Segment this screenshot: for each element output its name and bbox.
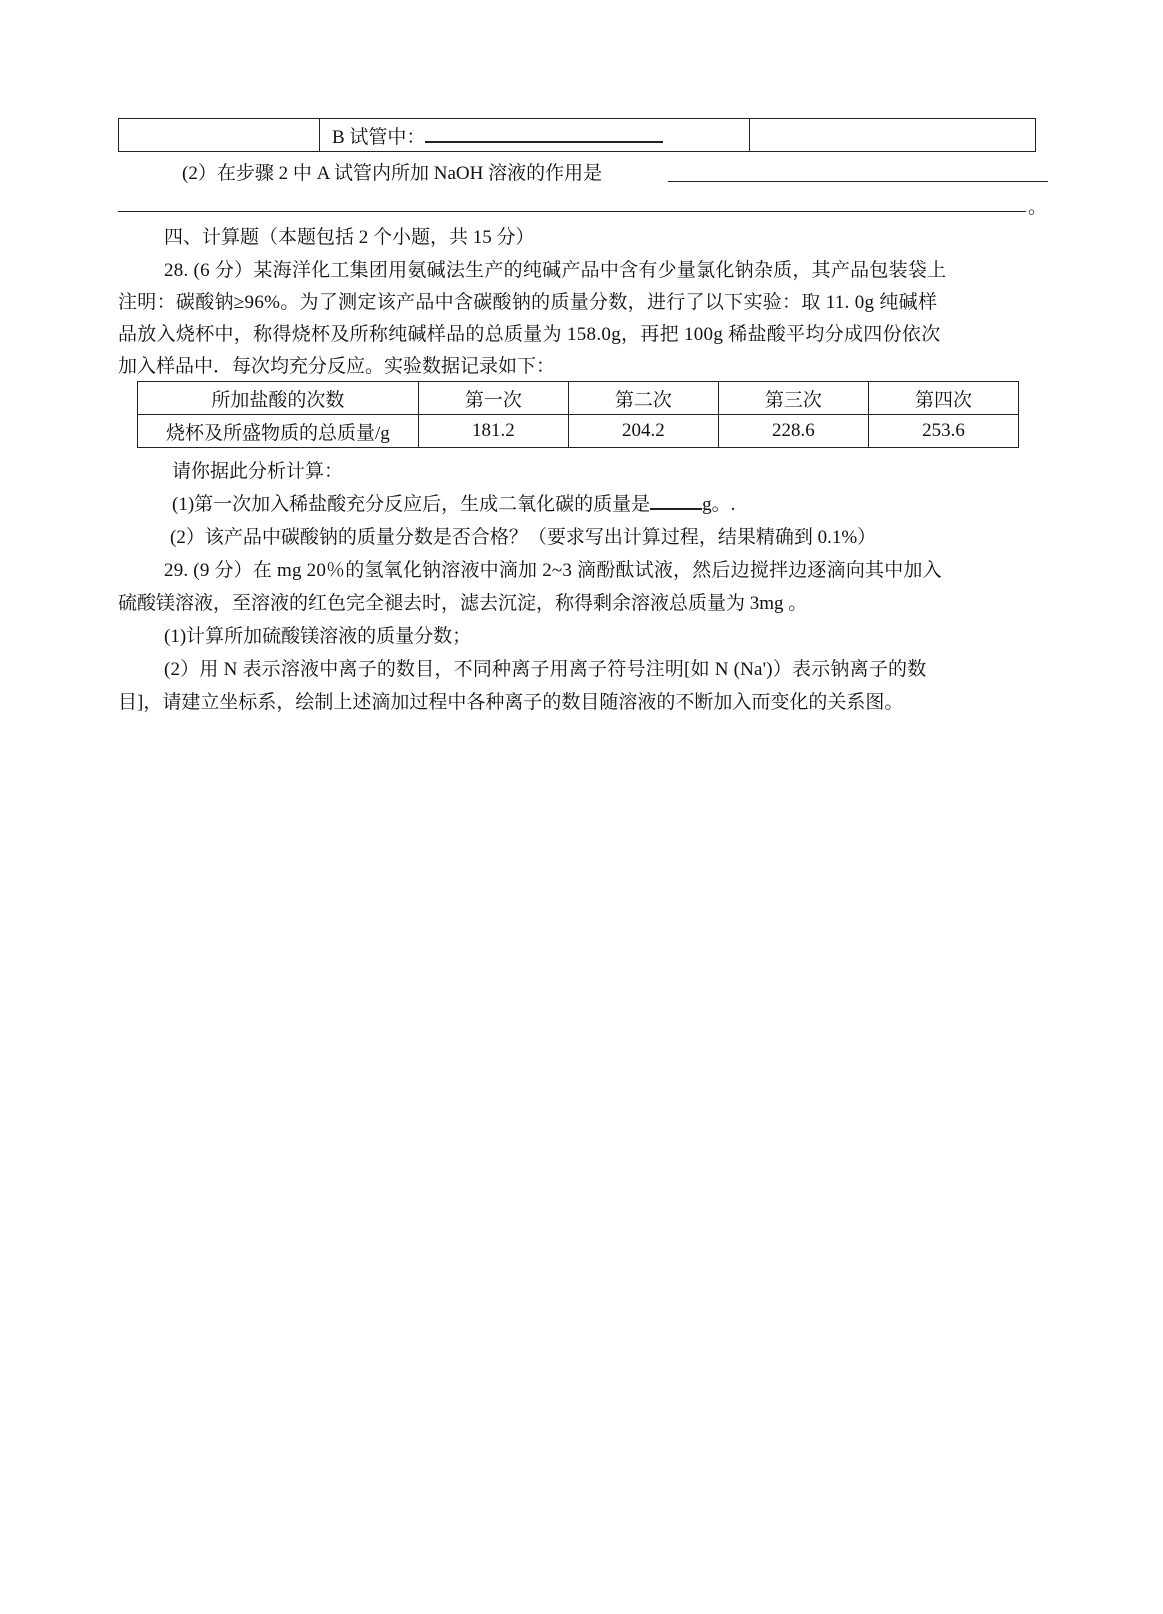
q27-2-answer-line-1[interactable] [668,181,1048,182]
q28-line-3: 品放入烧杯中，称得烧杯及所称纯碱样品的总质量为 158.0g，再把 100g 稀盐酸平均分成四份依次 [118,324,941,345]
top-table-cell-middle [320,119,750,152]
q28-line-1: 28. (6 分）某海洋化工集团用氨碱法生产的纯碱产品中含有少量氯化钠杂质，其产品包装袋上 [164,260,947,281]
top-table [118,118,1036,152]
q27-2-answer-line-2[interactable] [118,211,1026,212]
b-tube-label: B 试管中： [332,126,426,148]
table-header-row [138,382,1019,415]
co2-mass-blank[interactable] [650,490,702,510]
q28-sub-1 [172,489,735,516]
table-row [138,415,1019,448]
table-cell: 228.6 [718,415,868,448]
q27-2-end-mark: 。 [1028,197,1048,218]
q29-sub-2-line-2: 目]，请建立坐标系，绘制上述滴加过程中各种离子的数目随溶液的不断加入而变化的关系图。 [118,692,904,713]
q28-line-2: 注明：碳酸钠≥96%。为了测定该产品中含碳酸钠的质量分数，进行了以下实验：取 11. 0g 纯碱样 [118,292,938,313]
q29-sub-1: (1)计算所加硫酸镁溶液的质量分数； [164,626,472,647]
table-header-cell: 所加盐酸的次数 [138,382,419,415]
table-header-cell: 第二次 [568,382,718,415]
table-cell: 181.2 [418,415,568,448]
q29-line-2: 硫酸镁溶液，至溶液的红色完全褪去时，滤去沉淀，称得剩余溶液总质量为 3mg 。 [118,593,808,614]
q28-sub-2: (2）该产品中碳酸钠的质量分数是否合格？（要求写出计算过程，结果精确到 0.1%） [170,527,877,548]
table-row-label: 烧杯及所盛物质的总质量/g [138,415,419,448]
q28-sub-1-text: (1)第一次加入稀盐酸充分反应后，生成二氧化碳的质量是 [172,494,651,515]
section-4-heading: 四、计算题（本题包括 2 个小题，共 15 分） [164,227,535,248]
table-cell: 204.2 [568,415,718,448]
q28-data-table [137,381,1019,448]
top-table-cell-left [119,119,320,152]
b-tube-blank[interactable] [425,123,663,143]
top-table-cell-right [750,119,1036,152]
table-cell: 253.6 [868,415,1018,448]
table-header-cell: 第三次 [718,382,868,415]
table-header-cell: 第四次 [868,382,1018,415]
q29-line-1: 29. (9 分）在 mg 20％的氢氧化钠溶液中滴加 2~3 滴酚酞试液，然后边搅拌边逐滴向其中加入 [164,560,942,581]
q28-line-4: 加入样品中．每次均充分反应。实验数据记录如下： [118,356,556,377]
q28-prompt: 请你据此分析计算： [172,461,344,482]
q27-2-text: (2）在步骤 2 中 A 试管内所加 NaOH 溶液的作用是 [182,163,603,184]
table-header-cell: 第一次 [418,382,568,415]
q28-sub-1-unit: g。. [702,494,736,515]
q29-sub-2-line-1: (2）用 N 表示溶液中离子的数目，不同种离子用离子符号注明[如 N (Na')）表示钠离子的数 [164,659,927,680]
